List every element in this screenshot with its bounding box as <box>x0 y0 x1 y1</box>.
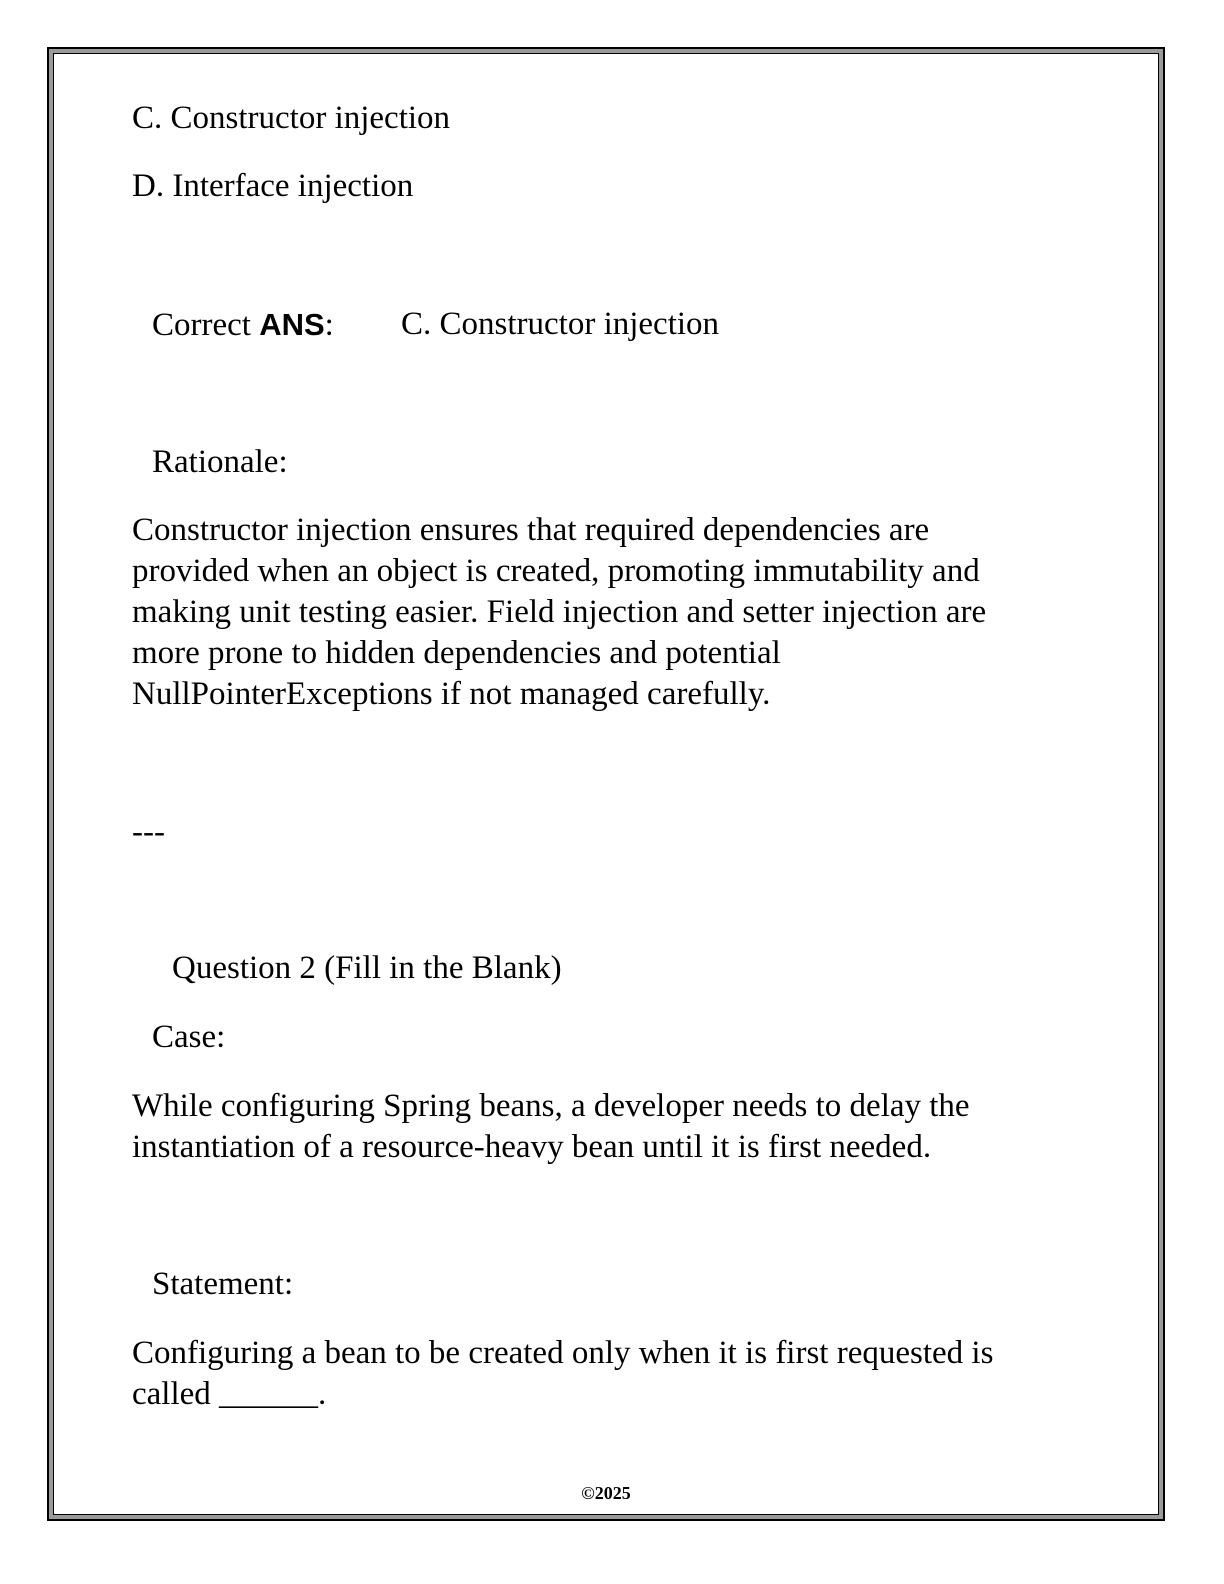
correct-answer-prefix: Correct <box>152 307 260 343</box>
statement-label: Statement: <box>152 1266 294 1302</box>
correct-answer-value: C. Constructor injection <box>401 306 720 342</box>
rationale-text: Constructor injection ensures that required dependencies are provided when an object is created, promoting immutability and making unit testing easier. Field injection and setter injection are more prone to hidden dependencies and potential NullPointerExceptions if not managed carefully. <box>132 512 987 712</box>
correct-answer-colon: : <box>324 307 334 343</box>
case-text: While configuring Spring beans, a developer needs to delay the instantiation of a resource-heavy bean until it is first needed. <box>132 1088 970 1165</box>
correct-answer-line <box>152 304 334 346</box>
footer-copyright: ©2025 <box>581 1483 631 1503</box>
option-c: C. Constructor injection <box>132 100 451 136</box>
option-d: D. Interface injection <box>132 168 414 204</box>
statement-text: Configuring a bean to be created only when it is first requested is called ______. <box>132 1335 994 1412</box>
section-separator: --- <box>132 814 165 850</box>
question-2-title: Question 2 (Fill in the Blank) <box>172 950 562 986</box>
correct-answer-label: ANS <box>259 307 325 342</box>
rationale-label: Rationale: <box>152 444 288 480</box>
case-label: Case: <box>152 1019 226 1055</box>
